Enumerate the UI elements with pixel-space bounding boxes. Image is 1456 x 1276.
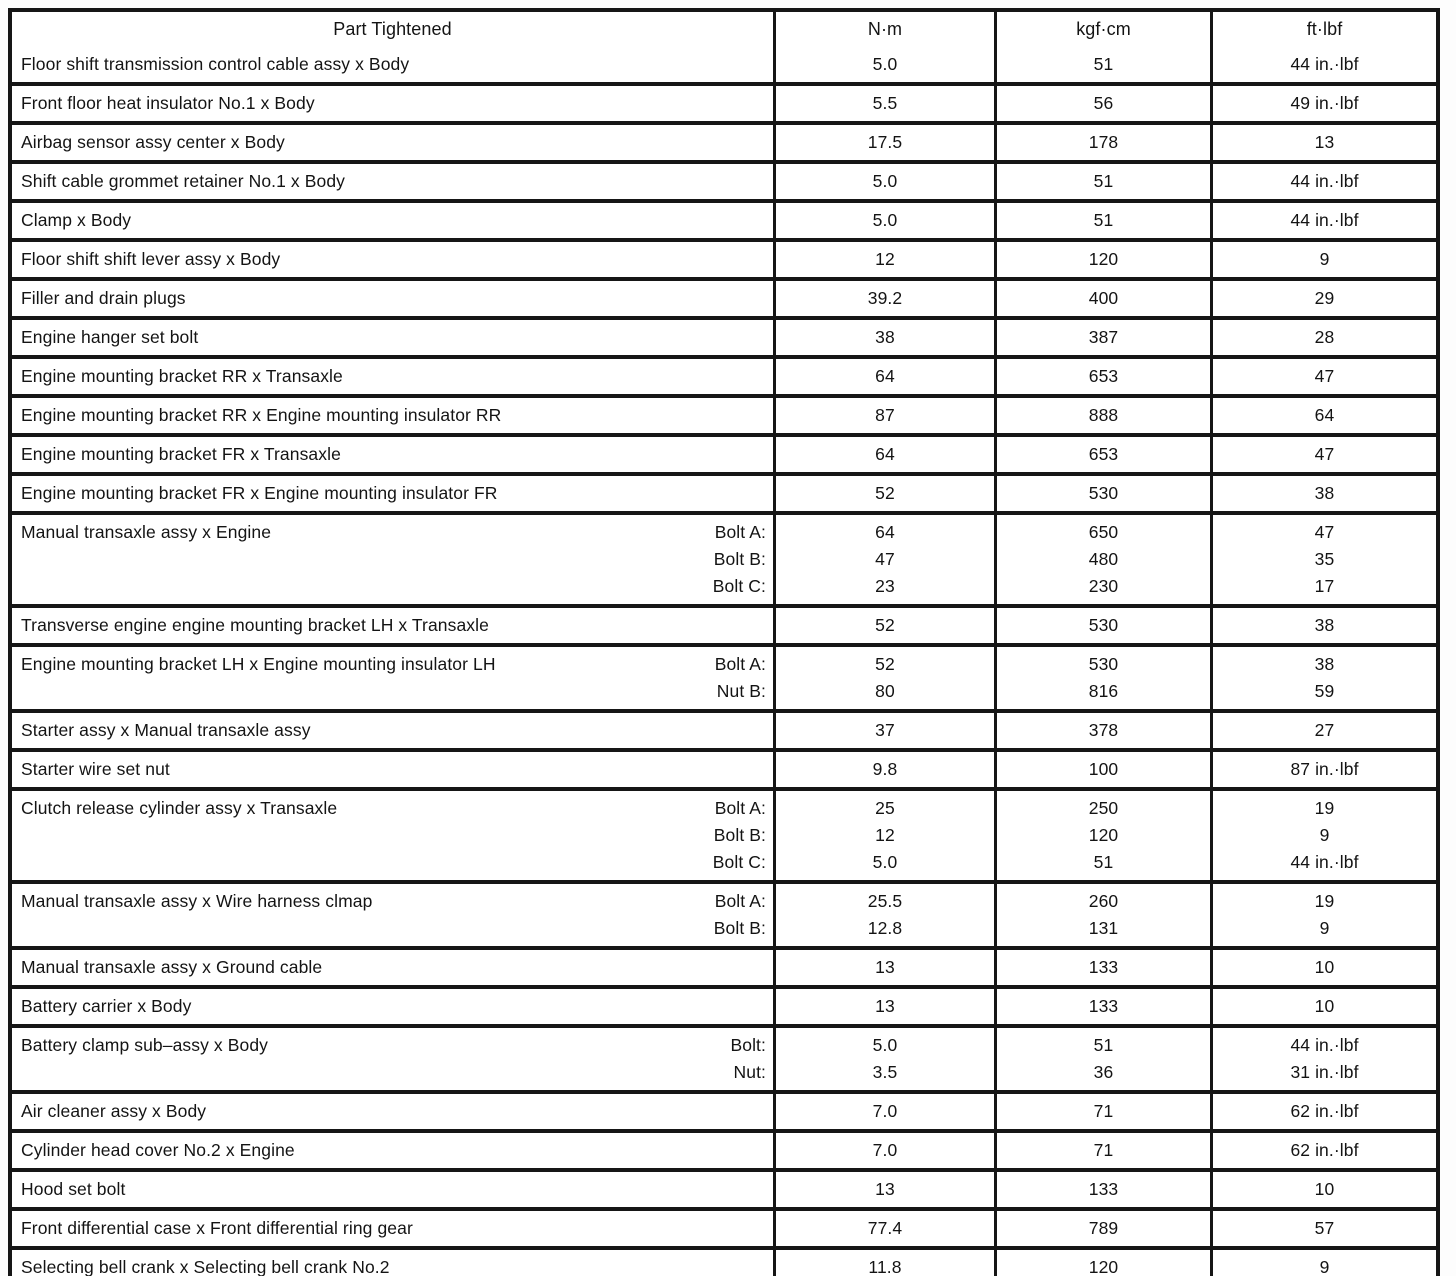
value-line: 71 [1093, 1101, 1114, 1121]
table-row [12, 433, 1436, 472]
torque-spec-table [8, 8, 1440, 1276]
nm-value-cell [773, 437, 994, 472]
value-line: 44 in.·lbf [1290, 1035, 1359, 1055]
value-line: 36 [1093, 1062, 1114, 1082]
kgfcm-value-cell [994, 437, 1210, 472]
table-row [12, 121, 1436, 160]
kgfcm-value-cell [994, 86, 1210, 121]
value-line: 49 in.·lbf [1290, 93, 1359, 113]
part-name: Manual transaxle assy x Engine [21, 522, 272, 542]
ftlbf-value-cell [1210, 1028, 1436, 1090]
ftlbf-value-cell [1210, 164, 1436, 199]
kgfcm-value-cell [994, 1133, 1210, 1168]
part-cell [12, 359, 773, 394]
ftlbf-value-cell [1210, 713, 1436, 748]
table-row [12, 277, 1436, 316]
part-name: Engine mounting bracket FR x Engine mounting insulator FR [21, 483, 498, 503]
nm-value-cell [773, 515, 994, 604]
value-line: 17.5 [867, 132, 903, 152]
value-line: 13 [875, 996, 895, 1016]
value-line: 400 [1088, 288, 1119, 308]
value-line: 59 [1314, 681, 1335, 701]
value-line: 52 [875, 483, 895, 503]
value-line: Nut B: [716, 681, 766, 701]
value-line: 230 [1088, 576, 1119, 596]
value-line: 5.0 [872, 54, 898, 74]
table-header-row [12, 12, 1436, 47]
table-row [12, 199, 1436, 238]
ftlbf-value-cell [1210, 437, 1436, 472]
nm-value-cell [773, 1028, 994, 1090]
part-cell [12, 1133, 773, 1168]
kgfcm-value-cell [994, 1250, 1210, 1276]
table-row [12, 946, 1436, 985]
value-line: 19 [1314, 891, 1335, 911]
part-name: Starter wire set nut [21, 759, 170, 779]
value-line: 64 [875, 444, 895, 464]
table-row [12, 47, 1436, 82]
part-name: Airbag sensor assy center x Body [21, 132, 285, 152]
value-line: 12 [875, 249, 895, 269]
kgfcm-value-cell [994, 320, 1210, 355]
ftlbf-value-cell [1210, 476, 1436, 511]
value-line: 27 [1314, 720, 1335, 740]
nm-value-cell [773, 398, 994, 433]
value-line: 44 in.·lbf [1290, 852, 1359, 872]
kgfcm-value-cell [994, 713, 1210, 748]
nm-value-cell [773, 242, 994, 277]
value-line: Bolt: [730, 1035, 766, 1055]
kgfcm-value-cell [994, 164, 1210, 199]
nm-value-cell [773, 1172, 994, 1207]
table-row [12, 880, 1436, 946]
table-row [12, 1207, 1436, 1246]
ftlbf-value-cell [1210, 242, 1436, 277]
value-line: 56 [1093, 93, 1114, 113]
header-part-tightened: Part Tightened [333, 19, 452, 39]
value-line: 133 [1088, 957, 1119, 977]
value-line: 31 in.·lbf [1290, 1062, 1359, 1082]
nm-value-cell [773, 1133, 994, 1168]
value-line: 71 [1093, 1140, 1114, 1160]
part-name: Engine mounting bracket RR x Transaxle [21, 366, 343, 386]
ftlbf-value-cell [1210, 281, 1436, 316]
ftlbf-value-cell [1210, 47, 1436, 82]
value-line: 11.8 [868, 1257, 902, 1276]
value-line: 47 [1314, 444, 1335, 464]
value-line: 5.5 [872, 93, 898, 113]
value-line: 10 [1314, 1179, 1335, 1199]
value-line: 62 in.·lbf [1290, 1140, 1359, 1160]
header-ftlbf: ft·lbf [1210, 12, 1436, 47]
fastener-labels [713, 795, 766, 876]
value-line: 120 [1088, 249, 1119, 269]
kgfcm-value-cell [994, 242, 1210, 277]
ftlbf-value-cell [1210, 1172, 1436, 1207]
kgfcm-value-cell [994, 1211, 1210, 1246]
value-line: 888 [1088, 405, 1119, 425]
kgfcm-value-cell [994, 398, 1210, 433]
value-line: 653 [1088, 366, 1119, 386]
part-cell [12, 647, 773, 709]
part-name: Floor shift transmission control cable assy x Body [21, 54, 410, 74]
value-line: 80 [875, 681, 895, 701]
ftlbf-value-cell [1210, 791, 1436, 880]
value-line: 51 [1093, 210, 1114, 230]
part-name: Battery clamp sub–assy x Body [21, 1035, 269, 1055]
value-line: Bolt B: [713, 918, 766, 938]
table-row [12, 787, 1436, 880]
nm-value-cell [773, 281, 994, 316]
part-cell [12, 164, 773, 199]
value-line: 9 [1319, 1257, 1330, 1276]
value-line: Bolt A: [714, 798, 766, 818]
value-line: Bolt C: [712, 852, 766, 872]
value-line: 7.0 [872, 1101, 898, 1121]
kgfcm-value-cell [994, 884, 1210, 946]
kgfcm-value-cell [994, 203, 1210, 238]
nm-value-cell [773, 47, 994, 82]
value-line: 13 [875, 957, 895, 977]
value-line: 12 [875, 825, 895, 845]
part-name: Transverse engine engine mounting bracket LH x Transaxle [21, 615, 489, 635]
value-line: 38 [875, 327, 895, 347]
ftlbf-value-cell [1210, 203, 1436, 238]
value-line: 64 [875, 366, 895, 386]
part-cell [12, 320, 773, 355]
part-cell [12, 884, 773, 946]
value-line: 10 [1314, 996, 1335, 1016]
value-line: 52 [875, 654, 895, 674]
value-line: 131 [1088, 918, 1119, 938]
ftlbf-value-cell [1210, 86, 1436, 121]
part-name: Filler and drain plugs [21, 288, 186, 308]
part-name: Battery carrier x Body [21, 996, 192, 1016]
value-line: 9 [1319, 825, 1330, 845]
value-line: 87 in.·lbf [1290, 759, 1359, 779]
part-name: Shift cable grommet retainer No.1 x Body [21, 171, 346, 191]
part-name: Air cleaner assy x Body [21, 1101, 207, 1121]
header-nm: N·m [773, 12, 994, 47]
part-cell [12, 1172, 773, 1207]
fastener-labels [730, 1032, 766, 1086]
value-line: 28 [1314, 327, 1335, 347]
value-line: Nut: [733, 1062, 766, 1082]
ftlbf-value-cell [1210, 515, 1436, 604]
part-name: Engine hanger set bolt [21, 327, 199, 347]
part-cell [12, 125, 773, 160]
table-row [12, 1168, 1436, 1207]
value-line: 9 [1319, 918, 1330, 938]
table-row [12, 985, 1436, 1024]
value-line: 653 [1088, 444, 1119, 464]
kgfcm-value-cell [994, 476, 1210, 511]
part-name: Engine mounting bracket FR x Transaxle [21, 444, 341, 464]
value-line: 816 [1088, 681, 1119, 701]
value-line: 64 [875, 522, 895, 542]
ftlbf-value-cell [1210, 647, 1436, 709]
nm-value-cell [773, 647, 994, 709]
part-cell [12, 1094, 773, 1129]
ftlbf-value-cell [1210, 125, 1436, 160]
table-row [12, 394, 1436, 433]
part-name: Cylinder head cover No.2 x Engine [21, 1140, 295, 1160]
value-line: 62 in.·lbf [1290, 1101, 1359, 1121]
part-cell [12, 713, 773, 748]
part-cell [12, 950, 773, 985]
value-line: 530 [1088, 615, 1119, 635]
value-line: 133 [1088, 1179, 1119, 1199]
value-line: 51 [1093, 54, 1114, 74]
part-cell [12, 515, 773, 604]
value-line: 9.8 [872, 759, 898, 779]
value-line: 39.2 [867, 288, 903, 308]
ftlbf-value-cell [1210, 752, 1436, 787]
value-line: 5.0 [872, 852, 898, 872]
value-line: 789 [1088, 1218, 1119, 1238]
nm-value-cell [773, 476, 994, 511]
value-line: 52 [875, 615, 895, 635]
nm-value-cell [773, 320, 994, 355]
kgfcm-value-cell [994, 989, 1210, 1024]
value-line: 44 in.·lbf [1290, 171, 1359, 191]
part-cell [12, 203, 773, 238]
part-cell [12, 989, 773, 1024]
value-line: 480 [1088, 549, 1119, 569]
part-cell [12, 437, 773, 472]
ftlbf-value-cell [1210, 608, 1436, 643]
part-name: Floor shift shift lever assy x Body [21, 249, 281, 269]
table-row [12, 1090, 1436, 1129]
value-line: 25 [875, 798, 895, 818]
kgfcm-value-cell [994, 1028, 1210, 1090]
nm-value-cell [773, 989, 994, 1024]
ftlbf-value-cell [1210, 950, 1436, 985]
kgfcm-value-cell [994, 359, 1210, 394]
value-line: 10 [1314, 957, 1335, 977]
fastener-labels [713, 519, 766, 600]
table-row [12, 1129, 1436, 1168]
value-line: 120 [1088, 1257, 1119, 1276]
part-name: Hood set bolt [21, 1179, 126, 1199]
value-line: 44 in.·lbf [1290, 210, 1359, 230]
nm-value-cell [773, 608, 994, 643]
part-cell [12, 86, 773, 121]
part-cell [12, 608, 773, 643]
nm-value-cell [773, 713, 994, 748]
value-line: Bolt A: [714, 654, 766, 674]
value-line: 87 [875, 405, 895, 425]
value-line: 47 [1314, 366, 1335, 386]
part-name: Manual transaxle assy x Ground cable [21, 957, 323, 977]
ftlbf-value-cell [1210, 359, 1436, 394]
value-line: 37 [875, 720, 895, 740]
ftlbf-value-cell [1210, 398, 1436, 433]
value-line: 5.0 [872, 1035, 898, 1055]
part-name: Selecting bell crank x Selecting bell crank No.2 [21, 1257, 390, 1276]
table-row [12, 160, 1436, 199]
kgfcm-value-cell [994, 647, 1210, 709]
nm-value-cell [773, 203, 994, 238]
table-row [12, 472, 1436, 511]
value-line: 650 [1088, 522, 1119, 542]
value-line: 5.0 [872, 171, 898, 191]
part-name: Engine mounting bracket RR x Engine mounting insulator RR [21, 405, 502, 425]
value-line: 530 [1088, 483, 1119, 503]
value-line: 51 [1093, 852, 1114, 872]
value-line: 178 [1088, 132, 1119, 152]
value-line: 5.0 [872, 210, 898, 230]
kgfcm-value-cell [994, 515, 1210, 604]
value-line: 3.5 [872, 1062, 898, 1082]
value-line: 100 [1088, 759, 1119, 779]
part-cell [12, 1028, 773, 1090]
part-cell [12, 752, 773, 787]
kgfcm-value-cell [994, 950, 1210, 985]
ftlbf-value-cell [1210, 989, 1436, 1024]
part-name: Engine mounting bracket LH x Engine mounting insulator LH [21, 654, 496, 674]
part-cell [12, 476, 773, 511]
value-line: 35 [1314, 549, 1335, 569]
part-name: Starter assy x Manual transaxle assy [21, 720, 311, 740]
table-row [12, 238, 1436, 277]
kgfcm-value-cell [994, 1172, 1210, 1207]
table-row [12, 748, 1436, 787]
value-line: 77.4 [867, 1218, 903, 1238]
value-line: 530 [1088, 654, 1119, 674]
table-row [12, 709, 1436, 748]
value-line: 38 [1314, 654, 1335, 674]
kgfcm-value-cell [994, 47, 1210, 82]
table-row [12, 1024, 1436, 1090]
value-line: 64 [1314, 405, 1335, 425]
value-line: 13 [875, 1179, 895, 1199]
nm-value-cell [773, 884, 994, 946]
table-row [12, 355, 1436, 394]
header-kgfcm: kgf·cm [994, 12, 1210, 47]
table-row [12, 643, 1436, 709]
value-line: 387 [1088, 327, 1119, 347]
part-cell [12, 791, 773, 880]
kgfcm-value-cell [994, 608, 1210, 643]
part-name: Front floor heat insulator No.1 x Body [21, 93, 315, 113]
nm-value-cell [773, 950, 994, 985]
kgfcm-value-cell [994, 281, 1210, 316]
table-row [12, 604, 1436, 643]
value-line: Bolt A: [714, 522, 766, 542]
ftlbf-value-cell [1210, 320, 1436, 355]
value-line: 9 [1319, 249, 1330, 269]
table-body [12, 47, 1436, 1276]
value-line: 51 [1093, 171, 1114, 191]
value-line: 29 [1314, 288, 1335, 308]
value-line: 120 [1088, 825, 1119, 845]
ftlbf-value-cell [1210, 1133, 1436, 1168]
value-line: Bolt B: [713, 549, 766, 569]
kgfcm-value-cell [994, 1094, 1210, 1129]
part-cell [12, 242, 773, 277]
nm-value-cell [773, 791, 994, 880]
value-line: 23 [875, 576, 895, 596]
kgfcm-value-cell [994, 125, 1210, 160]
value-line: 38 [1314, 483, 1335, 503]
fastener-labels [714, 888, 766, 942]
nm-value-cell [773, 125, 994, 160]
value-line: 47 [875, 549, 895, 569]
value-line: 13 [1314, 132, 1335, 152]
nm-value-cell [773, 1250, 994, 1276]
nm-value-cell [773, 359, 994, 394]
ftlbf-value-cell [1210, 884, 1436, 946]
ftlbf-value-cell [1210, 1094, 1436, 1129]
value-line: Bolt C: [712, 576, 766, 596]
ftlbf-value-cell [1210, 1211, 1436, 1246]
part-name: Front differential case x Front differential ring gear [21, 1218, 413, 1238]
value-line: Bolt B: [713, 825, 766, 845]
part-cell [12, 281, 773, 316]
nm-value-cell [773, 1211, 994, 1246]
value-line: 12.8 [867, 918, 903, 938]
ftlbf-value-cell [1210, 1250, 1436, 1276]
kgfcm-value-cell [994, 752, 1210, 787]
value-line: 25.5 [867, 891, 903, 911]
table-row [12, 316, 1436, 355]
value-line: 44 in.·lbf [1290, 54, 1359, 74]
value-line: 378 [1088, 720, 1119, 740]
value-line: 7.0 [872, 1140, 898, 1160]
part-name: Clutch release cylinder assy x Transaxle [21, 798, 338, 818]
part-cell [12, 1250, 773, 1276]
value-line: 19 [1314, 798, 1335, 818]
value-line: 250 [1088, 798, 1119, 818]
nm-value-cell [773, 164, 994, 199]
value-line: 38 [1314, 615, 1335, 635]
part-cell [12, 398, 773, 433]
value-line: 260 [1088, 891, 1119, 911]
value-line: 133 [1088, 996, 1119, 1016]
table-row [12, 82, 1436, 121]
value-line: 47 [1314, 522, 1335, 542]
value-line: 51 [1093, 1035, 1114, 1055]
kgfcm-value-cell [994, 791, 1210, 880]
fastener-labels [715, 651, 766, 705]
part-name: Clamp x Body [21, 210, 132, 230]
nm-value-cell [773, 752, 994, 787]
value-line: 57 [1314, 1218, 1335, 1238]
part-cell [12, 47, 773, 82]
value-line: Bolt A: [714, 891, 766, 911]
table-row [12, 511, 1436, 604]
nm-value-cell [773, 86, 994, 121]
nm-value-cell [773, 1094, 994, 1129]
part-cell [12, 1211, 773, 1246]
value-line: 17 [1314, 576, 1335, 596]
table-row [12, 1246, 1436, 1276]
part-name: Manual transaxle assy x Wire harness clmap [21, 891, 373, 911]
